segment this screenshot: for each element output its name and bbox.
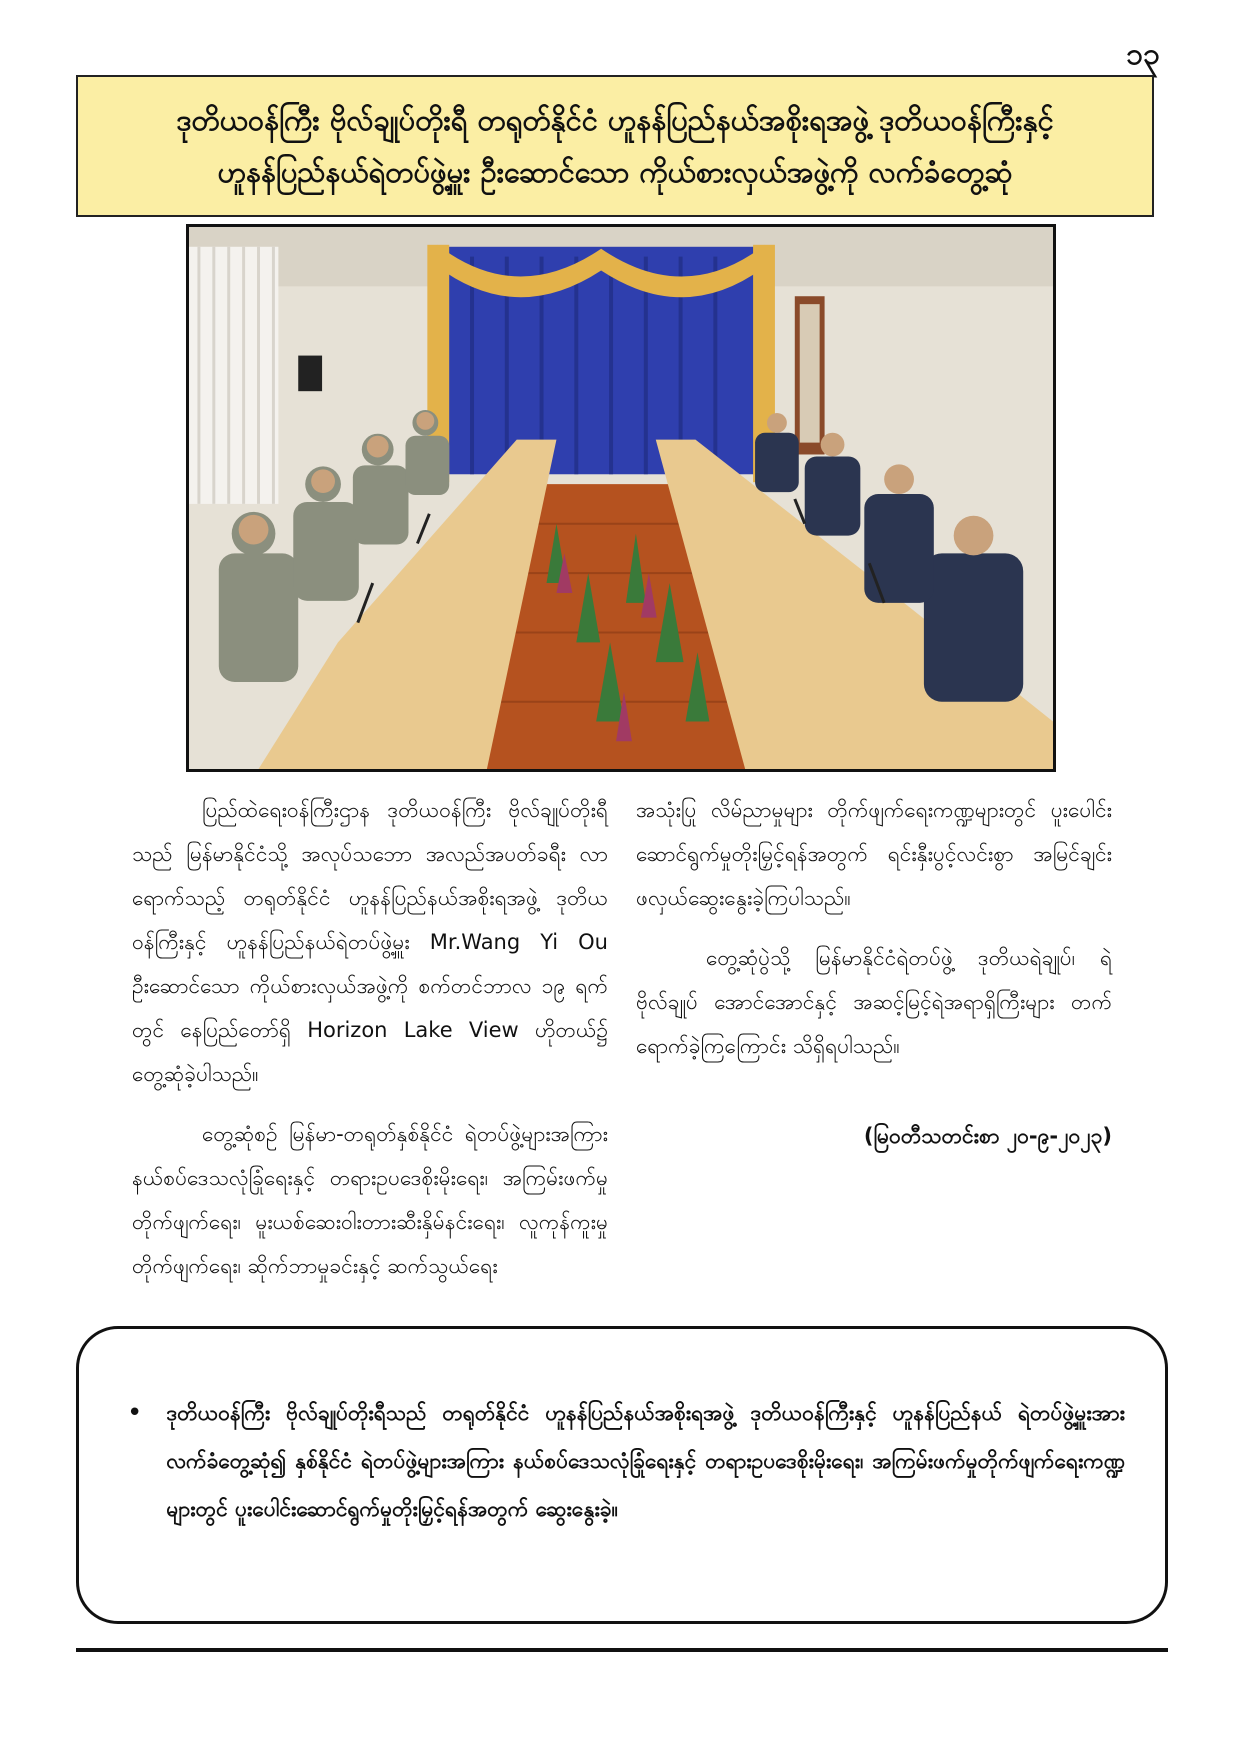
headline-line-2: ဟူနန်ပြည်နယ်ရဲတပ်ဖွဲ့မှူး ဦးဆောင်သော ကိုယ်စားလှယ်အဖွဲ့ကို လက်ခံတွေ့ဆုံ: [217, 155, 1013, 189]
summary-box: [76, 1326, 1168, 1624]
article-column-left: [132, 788, 608, 1304]
headline-line-1: ဒုတိယဝန်ကြီး ဗိုလ်ချုပ်တိုးရီ တရုတ်နိုင်ငံ ဟူနန်ပြည်နယ်အစိုးရအဖွဲ့ ဒုတိယဝန်ကြီးနှင့်: [176, 103, 1054, 137]
bullet-icon: •: [127, 1398, 143, 1428]
headline-box: [76, 75, 1154, 217]
meeting-photo: [186, 224, 1056, 772]
page-number: ၁၃: [1126, 37, 1160, 72]
summary-text: ဒုတိယဝန်ကြီး ဗိုလ်ချုပ်တိုးရီသည် တရုတ်နိုင်ငံ ဟူနန်ပြည်နယ်အစိုးရအဖွဲ့ ဒုတိယဝန်ကြီးနှင့် ဟူနန်ပြည်နယ် ရဲတပ်ဖွဲ့မှူးအား လက်ခံတွေ့ဆုံ၍ နှစ်နိုင်ငံ ရဲတပ်ဖွဲ့များအကြား နယ်စပ်ဒေသလုံခြုံရေးနှင့် တရားဥပဒေစိုးမိုးရေး၊ အကြမ်းဖက်မှုတိုက်ဖျက်ရေးကဏ္ဍများတွင် ပူးပေါင်းဆောင်ရွက်မှုတိုးမြှင့်ရန်အတွက် ဆွေးနွေးခဲ့။: [166, 1401, 1125, 1521]
article-paragraph: အသုံးပြု လိမ်ညာမှုများ တိုက်ဖျက်ရေးကဏ္ဍများတွင် ပူးပေါင်းဆောင်ရွက်မှုတိုးမြှင့်ရန်အတွက် ရင်းနှီးပွင့်လင်းစွာ အမြင်ချင်းဖလှယ်ဆွေးနွေးခဲ့ကြပါသည်။: [636, 798, 1112, 910]
article-paragraph: တွေ့ဆုံပွဲသို့ မြန်မာနိုင်ငံရဲတပ်ဖွဲ့ ဒုတိယရဲချုပ်၊ ရဲဗိုလ်ချုပ် အောင်အောင်နှင့် အဆင့်မြင့်ရဲအရာရှိကြီးများ တက်ရောက်ခဲ့ကြကြောင်း သိရှိရပါသည်။: [636, 946, 1112, 1058]
summary-item: [127, 1389, 1125, 1533]
bottom-rule: [76, 1648, 1168, 1652]
article-paragraph: ပြည်ထဲရေးဝန်ကြီးဌာန ဒုတိယဝန်ကြီး ဗိုလ်ချုပ်တိုးရီသည် မြန်မာနိုင်ငံသို့ အလုပ်သဘော အလည်အပတ်ခရီး လာရောက်သည့် တရုတ်နိုင်ငံ ဟူနန်ပြည်နယ်အစိုးရအဖွဲ့ ဒုတိယဝန်ကြီးနှင့် ဟူနန်ပြည်နယ်ရဲတပ်ဖွဲ့မှူး Mr.Wang Yi Ou ဦးဆောင်သော ကိုယ်စားလှယ်အဖွဲ့ကို စက်တင်ဘာလ ၁၉ ရက်တွင် နေပြည်တော်ရှိ Horizon Lake View ဟိုတယ်၌ တွေ့ဆုံခဲ့ပါသည်။: [132, 798, 608, 1086]
article-column-right: [636, 788, 1112, 1158]
article-paragraph: တွေ့ဆုံစဉ် မြန်မာ-တရုတ်နှစ်နိုင်ငံ ရဲတပ်ဖွဲ့များအကြား နယ်စပ်ဒေသလုံခြုံရေးနှင့် တရားဥပဒေစိုးမိုးရေး၊ အကြမ်းဖက်မှုတိုက်ဖျက်ရေး၊ မူးယစ်ဆေးဝါးတားဆီးနှိမ်နင်းရေး၊ လူကုန်ကူးမှုတိုက်ဖျက်ရေး၊ ဆိုက်ဘာမှုခင်းနှင့် ဆက်သွယ်ရေး: [132, 1122, 608, 1278]
news-source: (မြဝတီသတင်းစာ ၂၀-၉-၂၀၂၃): [863, 1124, 1112, 1148]
